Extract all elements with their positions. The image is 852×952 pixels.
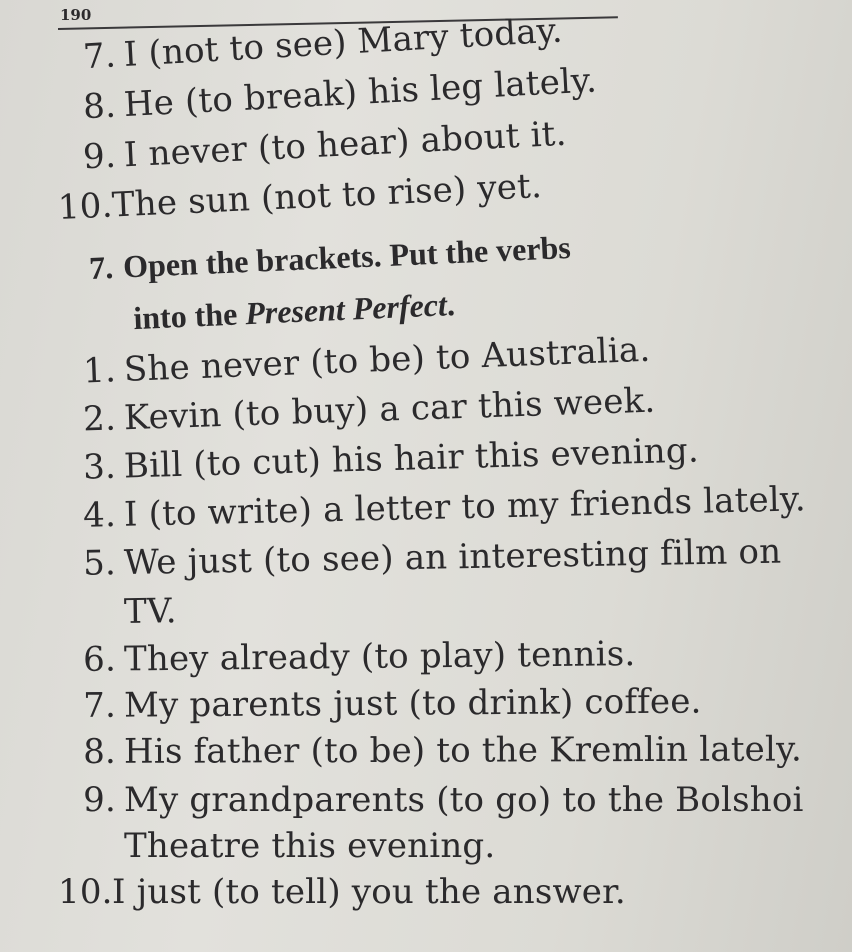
item-text: I just (to tell) you the answer. — [112, 872, 626, 912]
item-text: Theatre this evening. — [124, 826, 496, 866]
list-item — [70, 634, 636, 680]
item-number: 10. — [58, 872, 113, 912]
item-number: 10. — [57, 185, 114, 228]
list-item-continuation — [124, 826, 495, 866]
item-text: My parents just (to drink) coffee. — [123, 681, 702, 726]
list-item — [70, 729, 802, 772]
list-item — [58, 872, 626, 912]
list-item — [70, 532, 782, 584]
instruction-prefix: into the — [132, 295, 247, 337]
page-number: 190 — [60, 6, 92, 24]
item-text: Bill (to cut) his hair this evening. — [123, 430, 700, 487]
item-text: We just (to see) an interesting film on — [123, 531, 782, 584]
item-text: Kevin (to buy) a car this week. — [123, 380, 656, 439]
item-text: They already (to play) tennis. — [123, 634, 636, 680]
item-text: I (to write) a letter to my friends lately. — [123, 479, 807, 535]
item-text: TV. — [123, 591, 177, 632]
list-item — [70, 780, 804, 820]
item-number: 7. — [82, 35, 118, 78]
item-number: 7. — [83, 685, 117, 726]
item-number: 5. — [82, 543, 117, 584]
item-text: He (to break) his leg lately. — [122, 60, 598, 126]
instruction-end: . — [445, 286, 456, 323]
item-text: His father (to be) to the Kremlin lately. — [123, 729, 803, 772]
item-number: 9. — [83, 780, 116, 820]
list-item — [70, 479, 807, 536]
instruction-tense: Present Perfect — [244, 286, 448, 332]
instruction-text: Open the brackets. Put the verbs — [122, 228, 572, 285]
list-item — [70, 682, 702, 726]
exercise-number: 7. — [88, 248, 114, 286]
item-number: 4. — [82, 494, 117, 536]
item-text: My grandparents (to go) to the Bolshoi — [124, 780, 804, 820]
item-number: 1. — [82, 350, 117, 392]
item-number: 2. — [82, 398, 117, 440]
item-number: 6. — [82, 639, 117, 680]
item-number: 3. — [82, 446, 117, 488]
item-text: I never (to hear) about it. — [122, 113, 568, 176]
exercise-heading — [88, 221, 574, 346]
list-item — [69, 381, 656, 440]
list-item — [57, 166, 543, 228]
item-number: 9. — [82, 135, 117, 178]
item-number: 8. — [83, 731, 117, 772]
item-text: She never (to be) to Australia. — [123, 329, 652, 390]
list-item — [69, 430, 699, 488]
item-text: The sun (not to rise) yet. — [111, 166, 543, 226]
item-number: 8. — [82, 85, 117, 128]
item-text: I (not to see) Mary today. — [122, 10, 564, 75]
list-item-continuation — [124, 591, 177, 632]
